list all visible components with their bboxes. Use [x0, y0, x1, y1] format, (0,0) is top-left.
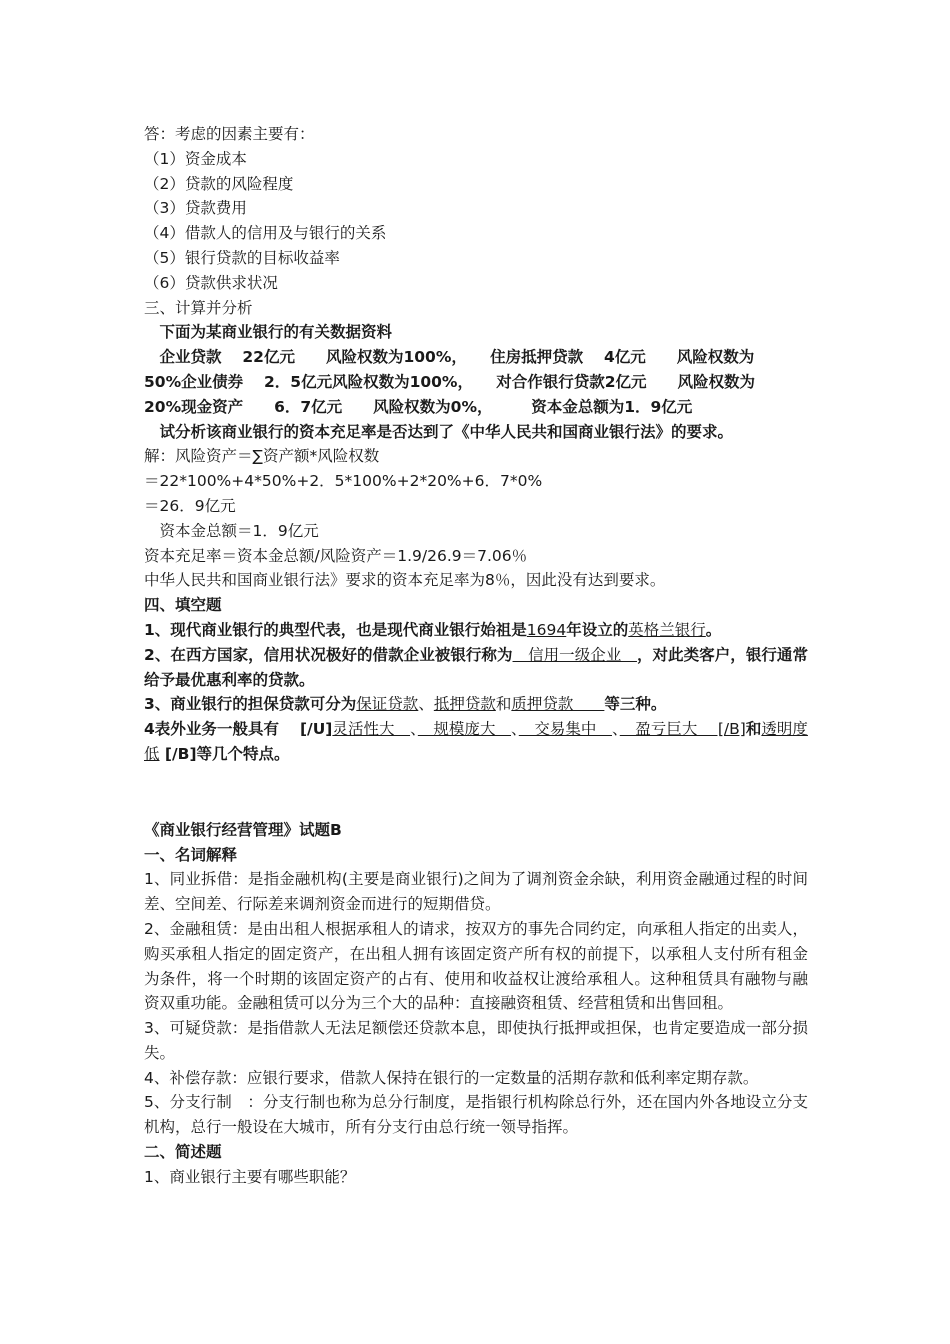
- q3-sep: 、: [418, 695, 434, 714]
- q3-and: 和: [495, 695, 512, 714]
- problem-question: 试分析该商业银行的资本充足率是否达到了《中华人民共和国商业银行法》的要求。: [144, 422, 734, 441]
- section-heading: 二、简述题: [144, 1143, 222, 1162]
- section-spacer: [144, 767, 808, 818]
- q1-end: 。: [705, 620, 722, 639]
- q4-suffix: [/B]等几个特点。: [159, 744, 290, 763]
- factor-item: （1）资金成本: [144, 149, 247, 168]
- q1-prefix: 1、现代商业银行的典型代表，也是现代商业银行始祖是: [144, 620, 527, 639]
- q3-suffix: 等三种。: [604, 695, 667, 714]
- q1-year-blank: 1694: [526, 620, 567, 639]
- section-heading: 一、名词解释: [144, 845, 238, 864]
- problem-data-line: 50%企业债券 2．5亿元风险权数为100%， 对合作银行贷款2亿元 风险权数为: [144, 372, 755, 391]
- factor-item: （5）银行贷款的目标收益率: [144, 248, 340, 267]
- section-heading: 四、填空题: [144, 596, 222, 615]
- term-definition: 3、可疑贷款：是指借款人无法足额偿还贷款本息，即使执行抵押或担保，也肯定要造成一部分损失。: [144, 1019, 808, 1062]
- factor-item: （4）借款人的信用及与银行的关系: [144, 224, 387, 243]
- document-page: [144, 122, 808, 1190]
- solution-line: ＝26．9亿元: [144, 496, 236, 515]
- factor-item: （3）贷款费用: [144, 199, 247, 218]
- q4-sep: 、: [611, 720, 620, 739]
- q4-prefix: 4表外业务一般具有 [/U]: [144, 720, 333, 739]
- term-definition: 1、同业拆借：是指金融机构(主要是商业银行)之间为了调剂资金余缺，利用资金融通过程的时间差、空间差、行际差来调剂资金而进行的短期借贷。: [144, 870, 808, 914]
- q1-mid: 年设立的: [566, 620, 629, 639]
- q4-sep: 、: [511, 720, 519, 739]
- factor-item: （6）贷款供求状况: [144, 273, 278, 292]
- section-heading: 三、计算并分析: [144, 298, 253, 317]
- fill-question-3: [144, 692, 808, 717]
- q3-blank-a: 保证贷款: [356, 695, 419, 714]
- solution-line: 解：风险资产＝∑资产额*风险权数: [144, 447, 380, 466]
- q4-sep: 、: [410, 720, 418, 739]
- term-definition: 2、金融租赁：是由出租人根据承租人的请求，按双方的事先合同约定，向承租人指定的出卖人，购买承租人指定的固定资产，在出租人拥有该固定资产所有权的前提下，以承租人支付所有租金为条件，将一个时期的该固定资产的占有、使用和收益权让渡给承租人。这种租赁具有融物与融资双重功能。金融租赁可以分为三个大的品种：直接融资租赁、经营租赁和出售回租。: [144, 919, 808, 1013]
- fill-question-4: [144, 717, 808, 767]
- q3-prefix: 3、商业银行的担保贷款可分为: [144, 695, 357, 714]
- q4-blank-c: 交易集中: [518, 720, 612, 739]
- exam-title: 《商业银行经营管理》试题B: [144, 820, 342, 839]
- q3-blank-b: 抵押贷款: [433, 695, 496, 714]
- fill-question-1: [144, 618, 808, 643]
- q4-blank-e: 透明度低: [144, 720, 808, 763]
- term-definition: 5、分支行制 ：分支行制也称为总分行制度，是指银行机构除总行外，还在国内外各地设立分支机构，总行一般设在大城市，所有分支行由总行统一领导指挥。: [144, 1093, 808, 1137]
- term-definition: 4、补偿存款：应银行要求，借款人保持在银行的一定数量的活期存款和低利率定期存款。: [144, 1068, 759, 1087]
- q4-blank-a: 灵活性大: [332, 720, 411, 739]
- problem-intro: 下面为某商业银行的有关数据资料: [144, 323, 393, 342]
- solution-line: ＝22*100%+4*50%+2．5*100%+2*20%+6．7*0%: [144, 472, 543, 491]
- q2-suffix: ，对此类客户，银行通常给予最优惠利率的贷款。: [144, 645, 808, 689]
- solution-line: 资本金总额＝1．9亿元: [144, 521, 319, 540]
- q4-and: 和: [745, 720, 762, 739]
- answer-intro: 答：考虑的因素主要有：: [144, 125, 315, 143]
- problem-data-line: 企业贷款 22亿元 风险权数为100%， 住房抵押贷款 4亿元 风险权数为: [144, 348, 755, 367]
- fill-question-2: [144, 643, 808, 693]
- q1-bank-blank: 英格兰银行: [628, 620, 706, 639]
- q4-blank-d: 盈亏巨大 [/B]: [619, 720, 746, 739]
- solution-line: 资本充足率＝资本金总额/风险资产＝1.9/26.9＝7.06％: [144, 546, 528, 565]
- solution-line: 中华人民共和国商业银行法》要求的资本充足率为8％，因此没有达到要求。: [144, 571, 666, 590]
- factor-item: （2）贷款的风险程度: [144, 174, 294, 193]
- q3-blank-c: 质押贷款: [511, 695, 605, 714]
- q2-prefix: 2、在西方国家，信用状况极好的借款企业被银行称为: [144, 645, 513, 664]
- q2-blank: 信用一级企业: [512, 645, 637, 664]
- q4-blank-b: 规模庞大: [417, 720, 512, 739]
- short-answer-question: 1、商业银行主要有哪些职能？: [144, 1167, 356, 1186]
- problem-data-line: 20%现金资产 6．7亿元 风险权数为0%， 资本金总额为1．9亿元: [144, 397, 693, 416]
